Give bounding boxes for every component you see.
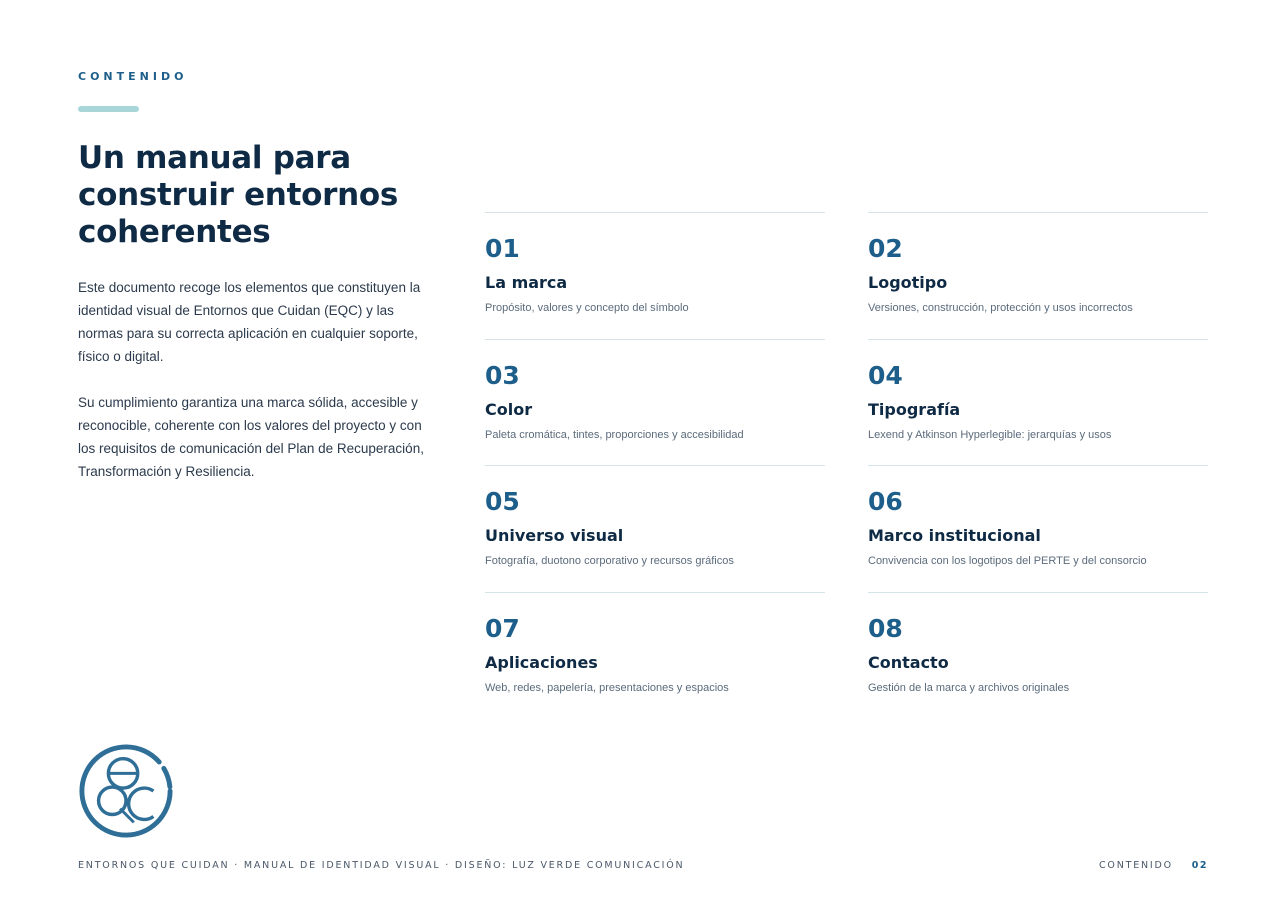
footer-section: CONTENIDO [1099,860,1173,871]
intro-paragraph: Este documento recoge los elementos que constituyen la identidad visual de Entornos que Cuidan (EQC) y las normas para su correcta aplicación en cualquier soporte, físico o digital. [78,280,421,364]
toc-description: Fotografía, duotono corporativo y recursos gráficos [485,555,734,567]
toc-title: Aplicaciones [485,653,598,672]
toc-title: Contacto [868,653,949,672]
toc-title: Logotipo [868,273,948,292]
toc-description: Propósito, valores y concepto del símbolo [485,302,689,314]
page-number: 02 [1191,860,1208,871]
toc-number: 03 [485,361,520,390]
toc-item-tipografia[interactable] [868,339,1208,466]
toc-number: 02 [868,234,903,263]
toc-title: La marca [485,273,568,292]
toc-item-universo-visual[interactable] [485,465,825,592]
toc-title: Tipografía [868,400,961,419]
page-title: Un manual para construir entornos coherentes [78,140,398,250]
footer-credits: ENTORNOS QUE CUIDAN · MANUAL DE IDENTIDAD VISUAL · DISEÑO: LUZ VERDE COMUNICACIÓN [78,860,685,871]
toc-number: 07 [485,614,520,643]
toc-title: Marco institucional [868,526,1041,545]
toc-number: 05 [485,487,520,516]
section-eyebrow: CONTENIDO [78,70,188,83]
toc-description: Gestión de la marca y archivos originales [868,682,1070,694]
toc-description: Convivencia con los logotipos del PERTE y del consorcio [868,555,1147,567]
toc-item-la-marca[interactable] [485,212,825,339]
toc-description: Paleta cromática, tintes, proporciones y accesibilidad [485,429,744,441]
toc-description: Versiones, construcción, protección y usos incorrectos [868,302,1133,314]
toc-number: 06 [868,487,903,516]
toc-item-marco-institucional[interactable] [868,465,1208,592]
toc-description: Lexend y Atkinson Hyperlegible: jerarquías y usos [868,429,1112,441]
toc-item-color[interactable] [485,339,825,466]
toc-item-contacto[interactable] [868,592,1208,719]
toc-number: 08 [868,614,903,643]
accent-bar [78,106,139,112]
toc-title: Color [485,400,533,419]
toc-description: Web, redes, papelería, presentaciones y espacios [485,682,729,694]
intro-text [78,276,428,506]
toc-number: 01 [485,234,520,263]
toc-item-aplicaciones[interactable] [485,592,825,719]
toc-number: 04 [868,361,903,390]
toc-title: Universo visual [485,526,624,545]
toc-item-logotipo[interactable] [868,212,1208,339]
intro-paragraph: Su cumplimiento garantiza una marca sólida, accesible y reconocible, coherente con los valores del proyecto y con los requisitos de comunicación del Plan de Recuperación, Transformación y Resiliencia. [78,395,424,479]
eqc-logo-icon [77,742,175,840]
footer-page-info [1099,860,1208,871]
